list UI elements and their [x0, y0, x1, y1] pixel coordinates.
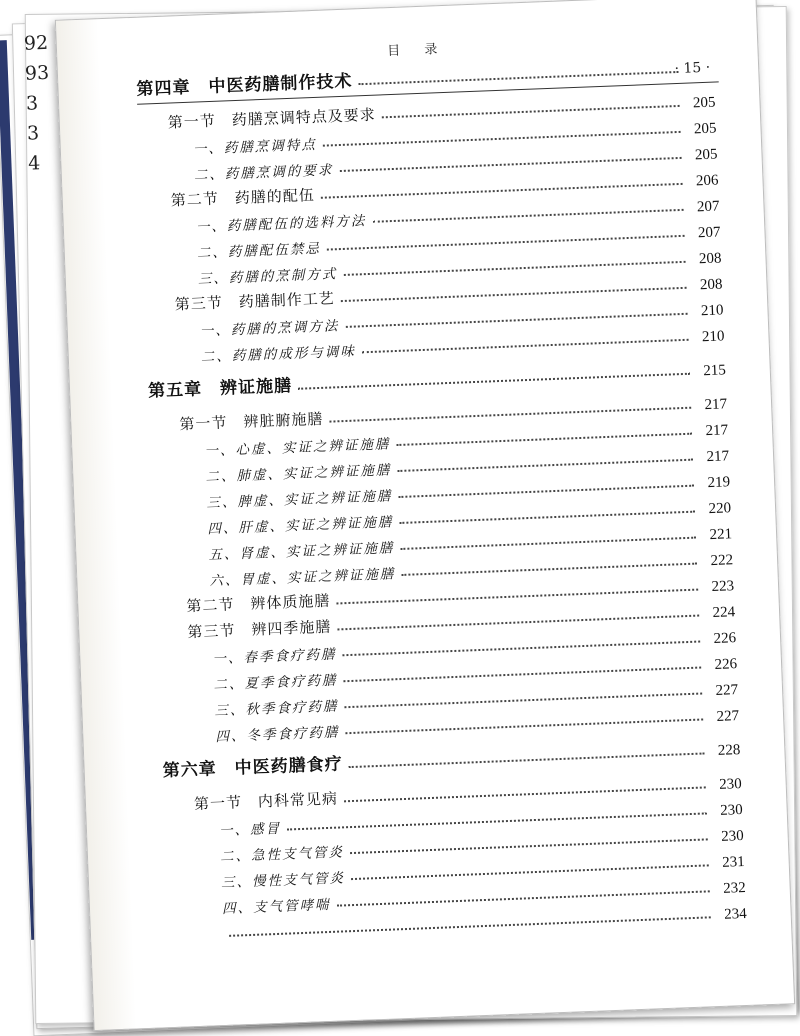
toc-entry-label: 二、肺虚、实证之辨证施膳	[205, 462, 392, 486]
page-number: · 15 ·	[674, 59, 711, 78]
toc-page-number: 219	[707, 474, 731, 492]
toc-entry-label: 第一节 内科常见病	[193, 789, 339, 814]
edge-number: 3	[25, 92, 39, 115]
toc-page-number: 208	[699, 276, 723, 294]
dot-leader	[362, 338, 689, 354]
toc-page-number: 223	[711, 578, 735, 596]
toc-entry-label: 第五章 辨证施膳	[147, 376, 293, 402]
dot-leader	[349, 751, 705, 768]
toc-entry-label: 四、肝虚、实证之辨证施膳	[207, 514, 394, 538]
toc-page-number: 226	[714, 656, 738, 673]
toc-page-number: 220	[708, 500, 732, 518]
edge-number: 93	[24, 61, 50, 85]
toc-page-number: 222	[710, 552, 734, 570]
toc-entry-label: 三、慢性支气管炎	[220, 870, 346, 892]
toc-entry-label: 二、药膳配伍禁忌	[196, 240, 322, 262]
toc-page-number: 217	[705, 422, 729, 440]
toc-entry-label: 一、药膳配伍的选料方法	[195, 213, 367, 236]
toc-page-number: 227	[716, 708, 740, 725]
toc-page-number: 228	[717, 742, 741, 759]
edge-number: 3	[26, 122, 40, 145]
toc-entry-label: 第三节 药膳制作工艺	[174, 289, 336, 314]
toc-page-number: 231	[721, 853, 745, 871]
toc-entry-label: 一、感冒	[218, 820, 282, 840]
toc-page-number: 217	[706, 448, 730, 466]
edge-number: 92	[23, 31, 49, 55]
toc-page-number: 217	[704, 396, 728, 414]
toc-page-number: 226	[713, 630, 737, 648]
toc-entry-label: 二、急性支气管炎	[219, 844, 345, 866]
toc-entry-label: 三、药膳的烹制方式	[197, 266, 338, 288]
toc-page-number: 210	[700, 302, 724, 320]
page-header-title: 目 录	[387, 41, 448, 60]
toc-entry-label: 一、心虚、实证之辨证施膳	[204, 436, 391, 460]
toc-page-number: 230	[720, 828, 744, 845]
toc-page-number: 227	[715, 682, 739, 699]
toc-page-number: 232	[722, 879, 746, 897]
toc-entry-label: 第一节 药膳烹调特点及要求	[167, 105, 377, 132]
toc-page-number: 207	[696, 198, 720, 216]
toc-entry-label: 五、肾虚、实证之辨证施膳	[208, 540, 395, 564]
toc-page-number: 215	[702, 362, 727, 380]
toc-entry-label: 一、春季食疗药膳	[212, 646, 337, 668]
toc-page-number: 210	[701, 328, 725, 346]
toc-page	[55, 0, 795, 1031]
toc-entry-label: 六、胃虚、实证之辨证施膳	[209, 566, 396, 590]
toc-page-number: 234	[723, 905, 747, 923]
dot-leader	[298, 372, 690, 390]
toc-entry-label: 四、支气管哮喘	[221, 896, 331, 918]
toc-entry-label: 第六章 中医药膳食疗	[162, 754, 344, 782]
toc-entry-label: 第一节 辨脏腑施膳	[179, 409, 324, 434]
toc-entry-label: 一、药膳烹调特点	[192, 136, 318, 158]
toc-entry-label: 二、药膳的成形与调味	[200, 343, 357, 366]
toc-page-number: 207	[697, 224, 721, 242]
toc-page-number: 221	[709, 526, 733, 544]
toc-entry-label: 三、秋季食疗药膳	[214, 698, 339, 720]
toc-page-number: 206	[695, 172, 719, 190]
toc-entry-label: 三、脾虚、实证之辨证施膳	[206, 488, 393, 512]
toc-entry-label: 第四章 中医药膳制作技术	[136, 71, 353, 100]
toc-entry-label: 二、夏季食疗药膳	[213, 672, 338, 694]
toc-page-number: 230	[718, 776, 742, 793]
toc-entry-label: 四、冬季食疗药膳	[215, 724, 340, 746]
toc-page-number	[685, 78, 715, 79]
toc-page-number: 208	[698, 250, 722, 268]
toc-entry-label: 第三节 辨四季施膳	[187, 617, 332, 642]
dot-leader	[229, 915, 711, 937]
toc-entry-label: 一、药膳的烹调方法	[199, 318, 340, 340]
toc-page-number: 205	[692, 94, 716, 112]
toc-page-number: 205	[693, 120, 717, 138]
toc-page-number: 230	[719, 802, 743, 819]
edge-number: 4	[27, 152, 41, 175]
toc-page-number: 224	[712, 604, 736, 622]
toc-entry-label: 二、药膳烹调的要求	[193, 162, 334, 184]
toc-entry-label: 第二节 辨体质施膳	[186, 591, 331, 616]
dot-leader	[358, 70, 678, 85]
toc-entry-label: 第二节 药膳的配伍	[170, 186, 316, 210]
dot-leader	[345, 717, 703, 734]
toc-page-number: 205	[694, 146, 718, 164]
